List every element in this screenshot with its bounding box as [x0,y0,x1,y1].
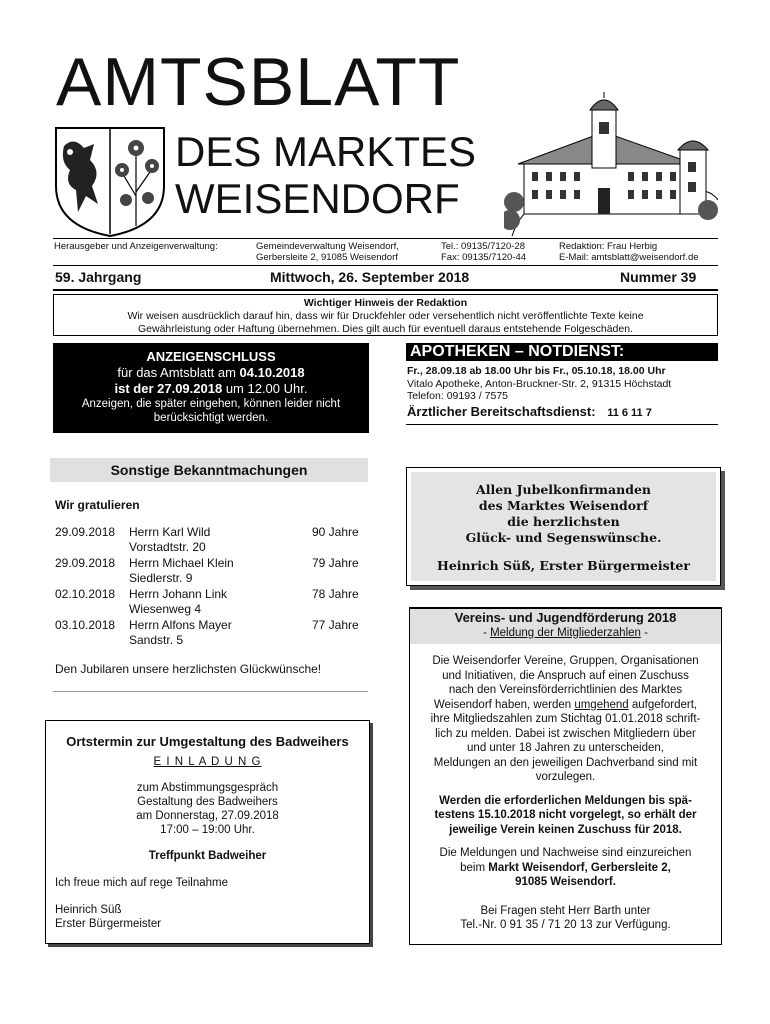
deadline-heading: ANZEIGENSCHLUSS [146,349,276,364]
ortstermin-sign-name: Heinrich Süß [55,904,122,916]
congrats-closing: Den Jubilaren unsere herzlichsten Glückwünsche! [55,662,322,676]
verein-sub-link[interactable]: Meldung der Mitgliederzahlen [490,626,641,639]
birthday-name: Herrn Alfons Mayer [129,618,232,632]
list-item [55,618,365,649]
jubel-line-2: des Marktes Weisendorf [478,498,649,513]
verein-p2-line: testens 15.10.2018 nicht vorgelegt, so erhält der [434,809,697,821]
verein-p2-line: jeweilige Verein keinen Zuschuss für 2018. [449,823,682,836]
pharmacy-heading: APOTHEKEN – NOTDIENST: [406,343,718,361]
deadline-date: 04.10.2018 [239,365,305,380]
pharmacy-phone: Telefon: 09193 / 7575 [407,390,509,402]
ortstermin-heading: Ortstermin zur Umgestaltung des Badweihers [66,734,349,749]
ortstermin-sign-title: Erster Bürgermeister [55,918,162,930]
birthday-street: Siedlerstr. 9 [129,571,193,585]
issue-date: Mittwoch, 26. September 2018 [270,269,470,285]
verein-paragraph-3 [410,846,721,890]
verein-paragraph-2 [410,794,721,838]
jubel-signature: Heinrich Süß, Erster Bürgermeister [437,558,690,573]
ortstermin-box [45,720,370,944]
imprint-fax: Fax: 09135/7120-44 [441,252,527,263]
masthead-rule [53,238,718,239]
verein-header [410,609,721,644]
jubel-box [406,467,721,586]
jubel-line-1: Allen Jubelkonfirmanden [476,482,651,497]
birthday-age: 90 Jahre [312,525,359,539]
deadline-time: um 12.00 Uhr. [222,381,308,396]
verein-p3-address: Markt Weisendorf, Gerbersleite 2, [488,861,671,874]
ortstermin-line: Gestaltung des Badweihers [137,796,278,808]
imprint-address-2: Gerbersleite 2, 91085 Weisendorf [256,252,398,263]
birthday-street: Sandstr. 5 [129,633,184,647]
oncall-row [407,403,719,420]
ortstermin-invite-text: Ich freue mich auf rege Teilnahme [55,877,229,889]
issue-volume: 59. Jahrgang [55,269,142,285]
pharmacy-dates: Fr., 28.09.18 ab 18.00 Uhr bis Fr., 05.10.18, 18.00 Uhr [407,365,666,377]
ortstermin-meeting-point: Treffpunkt Badweiher [148,850,267,862]
birthday-name: Herrn Johann Link [129,587,228,601]
birthday-name: Herrn Karl Wild [129,525,211,539]
deadline-line-3: Anzeigen, die später eingehen, können leider nicht [81,398,341,410]
list-item [55,556,365,587]
birthday-date: 29.09.2018 [55,556,116,570]
imprint-address-1: Gemeindeverwaltung Weisendorf, [256,241,399,252]
ortstermin-details [46,781,369,837]
verein-sub-dash-2: - [640,626,648,639]
verein-p3-line: Die Meldungen und Nachweise sind einzureichen [439,847,692,859]
verein-p1-line: vorzulegen. [535,771,596,783]
deadline-line-2 [53,381,369,397]
jubel-line-3: die herzlichsten [507,514,620,529]
ortstermin-line: zum Abstimmungsgespräch [136,782,279,794]
notice-line-2: Gewährleistung oder Haftung übernehmen. Dies gilt auch für eventuell daraus entstehende Folgeschäden. [138,323,633,335]
castle-illustration-icon [504,92,718,236]
notice-heading: Wichtiger Hinweis der Redaktion [303,297,468,309]
coat-of-arms-icon [54,126,166,238]
ortstermin-line: am Donnerstag, 27.09.2018 [136,810,279,822]
imprint-tel: Tel.: 09135/7120-28 [441,241,525,252]
deadline-line-1 [53,365,369,381]
verein-p1-line: Die Weisendorfer Vereine, Gruppen, Organisationen [432,655,699,667]
masthead-subtitle-2: WEISENDORF [175,175,460,222]
birthday-date: 03.10.2018 [55,618,116,632]
ad-deadline-box [53,343,369,433]
verein-p2-line: Werden die erforderlichen Meldungen bis spä- [439,794,692,807]
imprint-email[interactable]: E-Mail: amtsblatt@weisendorf.de [559,252,699,263]
birthday-date: 02.10.2018 [55,587,116,601]
verein-p1-line: und Initiativen, die Anspruch auf einen Zuschuss [442,669,689,682]
deadline-line-4: berücksichtigt werden. [153,412,269,424]
verein-subheading [410,626,721,641]
verein-p4-line: Tel.-Nr. 0 91 35 / 71 20 13 zur Verfügung. [460,919,671,931]
verein-p1-line: ihre Mitgliedszahlen zum Stichtag 01.01.2018 schrift- [430,713,701,725]
birthday-list [55,525,365,649]
verein-p3-line [410,861,721,876]
ortstermin-invitation: E I N L A D U N G [153,756,262,768]
verein-p1-text: aufgefordert, [628,698,698,711]
verein-box [409,607,722,945]
deadline-cutoff: ist der 27.09.2018 [114,381,223,396]
pharmacy-name: Vitalo Apotheke, Anton-Bruckner-Str. 2, 91315 Höchstadt [407,377,672,390]
birthday-street: Vorstadtstr. 20 [129,540,206,554]
congrats-heading: Wir gratulieren [55,498,140,512]
oncall-label: Ärztlicher Bereitschaftsdienst: [407,403,596,419]
notice-line-1: Wir weisen ausdrücklich darauf hin, dass wir für Druckfehler oder versehentlich nicht veröffentlichte Texte keine [127,310,644,322]
verein-p1-line: nach den Vereinsförderrichtlinien des Marktes [448,684,683,696]
jubel-line-4: Glück- und Segenswünsche. [465,530,662,545]
oncall-number: 11 6 11 7 [607,406,652,419]
pharmacy-rule [406,424,718,425]
verein-paragraph-4 [410,904,721,933]
verein-p1-line [410,698,721,713]
imprint-publisher: Herausgeber und Anzeigenverwaltung: [54,241,218,252]
jubel-content [411,472,716,581]
issue-rule-top [53,265,718,266]
masthead-subtitle-1: DES MARKTES [175,128,477,175]
birthday-date: 29.09.2018 [55,525,116,539]
editorial-notice [53,294,718,336]
imprint-editor: Redaktion: Frau Herbig [559,241,658,252]
birthday-street: Wiesenweg 4 [129,602,202,616]
issue-number: Nummer 39 [620,269,697,285]
verein-paragraph-1 [410,654,721,785]
birthday-name: Herrn Michael Klein [129,556,234,570]
verein-p1-emphasis: umgehend [574,698,629,711]
list-item [55,525,365,556]
ortstermin-line: 17:00 – 19:00 Uhr. [160,824,255,836]
pharmacy-info [407,365,719,419]
deadline-line-1-text: für das Amtsblatt am [117,365,240,380]
list-item [55,587,365,618]
masthead-title: AMTSBLATT [56,44,461,120]
verein-p3-text: beim [460,861,489,874]
verein-heading: Vereins- und Jugendförderung 2018 [454,610,677,625]
verein-p1-line: lich zu melden. Dabei ist zwischen Mitgliedern über [435,727,696,740]
birthday-age: 79 Jahre [312,556,359,570]
announcements-rule [53,691,368,692]
issue-rule-bottom [53,289,718,291]
verein-p1-text: Weisendorf haben, werden [433,698,575,711]
verein-p1-line: Meldungen an den jeweiligen Dachverband sind mit [433,756,698,769]
birthday-age: 77 Jahre [312,618,359,632]
announcements-heading: Sonstige Bekanntmachungen [50,458,368,482]
verein-p3-line: 91085 Weisendorf. [515,876,616,888]
birthday-age: 78 Jahre [312,587,359,601]
verein-sub-dash-1: - [483,626,491,639]
verein-p4-line: Bei Fragen steht Herr Barth unter [480,904,651,917]
verein-p1-line: und unter 18 Jahren zu unterscheiden, [467,742,664,754]
